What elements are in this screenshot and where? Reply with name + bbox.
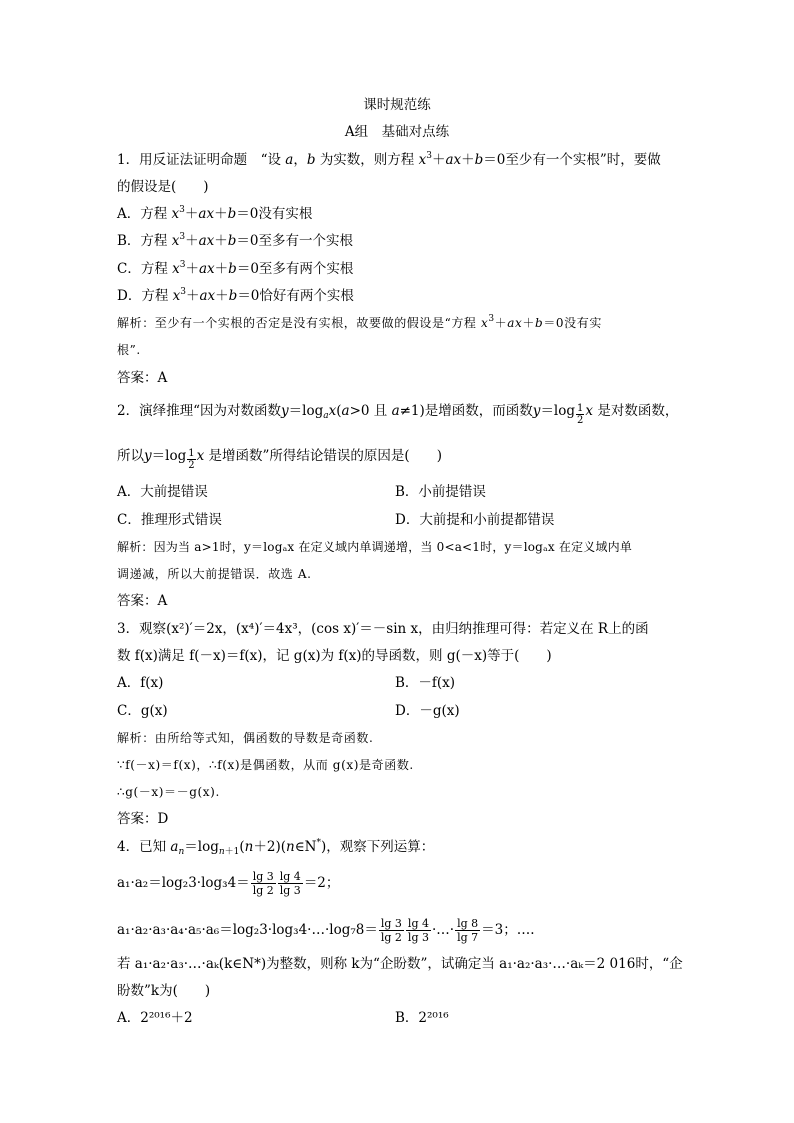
q1-solution-line2: 根”. — [117, 343, 141, 357]
q3-option-c: C．g(x) — [117, 703, 168, 719]
q2-stem-line1: 2．演绎推理“因为对数函数$y=\log_ax(a>0$ 且 a≠1)是增函数，而函数y＝log $\frac{1}{2}$ x 是对数函数， — [117, 403, 679, 426]
q2-solution-line2: 调递减，所以大前提错误．故选 A. — [117, 567, 312, 581]
q4-equation-2: a₁·a₂·a₃·a₄·a₅·a₆＝log₂3·log₃4·…·log₇8＝ $\frac{\lg 3}{\lg 2}$ $\frac{\lg 4}{\lg 3}$ ·…· $\frac{\lg 8}{\lg 7}$ ＝3；…. — [117, 917, 535, 944]
q3-solution-line1: 解析：由所给等式知，偶函数的导数是奇函数. — [117, 731, 374, 745]
q2-option-a: A．大前提错误 — [117, 484, 208, 500]
q2-option-b: B．小前提错误 — [395, 484, 486, 500]
page-title: 课时规范练 — [363, 97, 431, 113]
q3-solution-line2: ∵f(－x)＝f(x)，∴f(x)是偶函数，从而 g(x)是奇函数. — [117, 758, 414, 772]
q3-answer: 答案：D — [117, 811, 169, 827]
q3-option-b: B．－f(x) — [395, 675, 456, 691]
q3-stem-line2: 数 f(x)满足 f(－x)＝f(x)，记 g(x)为 f(x)的导函数，则 g(－x)等于( ) — [117, 648, 552, 664]
q1-stem-line2: 的假设是( ) — [117, 179, 209, 195]
q4-condition-line1: 若 a₁·a₂·a₃·…·aₖ(k∈N*)为整数，则称 k为“企盼数”，试确定当 a₁·a₂·a₃·…·aₖ＝2 016时，“企 — [117, 956, 683, 972]
q1-option-d: D．方程 $x^3+ax+b=0$恰好有两个实根 — [117, 287, 354, 304]
q4-option-b: B．2²⁰¹⁶ — [395, 1010, 449, 1026]
q1-solution-line1: 解析：至少有一个实根的否定是没有实根，故要做的假设是“方程 $x^3+ax+b=0$没有实 — [117, 314, 602, 330]
q2-stem-line2: 所以y＝log $\frac{1}{2}$ x 是增函数”所得结论错误的原因是( ) — [117, 448, 442, 471]
q2-solution-line1: 解析：因为当 a>1时，y＝logₐx 在定义域内单调递增，当 0<a<1时，y＝logₐx 在定义域内单 — [117, 540, 633, 554]
q1-stem-line1: 1．用反证法证明命题 “设 a，b 为实数，则方程 $x^3+ax+b=0$至少有一个实根”时，要做 — [117, 151, 661, 168]
q1-option-c: C．方程 $x^3+ax+b=0$至多有两个实根 — [117, 260, 354, 277]
q4-equation-1: a₁·a₂＝log₂3·log₃4＝ $\frac{\lg 3}{\lg 2}$ $\frac{\lg 4}{\lg 3}$ ＝2； — [117, 870, 340, 897]
q4-stem: 4．已知 $a_n=\log_{n+1}(n+2)(n\in N^*)$，观察下列运算： — [117, 838, 435, 857]
q2-option-d: D．大前提和小前提都错误 — [395, 512, 555, 528]
q3-option-d: D．－g(x) — [395, 703, 460, 719]
section-heading: A组 基础对点练 — [344, 124, 450, 140]
q4-option-a: A．2²⁰¹⁶＋2 — [117, 1010, 193, 1026]
q1-option-a: A．方程 $x^3+ax+b=0$没有实根 — [117, 205, 313, 222]
q1-answer: 答案：A — [117, 370, 168, 386]
q3-stem-line1: 3．观察(x²)′＝2x，(x⁴)′＝4x³，(cos x)′＝－sin x，由归纳推理可得：若定义在 R上的函 — [117, 621, 649, 637]
q2-option-c: C．推理形式错误 — [117, 512, 222, 528]
q2-answer: 答案：A — [117, 593, 168, 609]
q3-option-a: A．f(x) — [117, 675, 164, 691]
q4-condition-line2: 盼数”k为( ) — [117, 983, 211, 999]
q1-option-b: B．方程 $x^3+ax+b=0$至多有一个实根 — [117, 232, 353, 249]
q3-solution-line3: ∴g(－x)＝－g(x). — [117, 785, 220, 799]
